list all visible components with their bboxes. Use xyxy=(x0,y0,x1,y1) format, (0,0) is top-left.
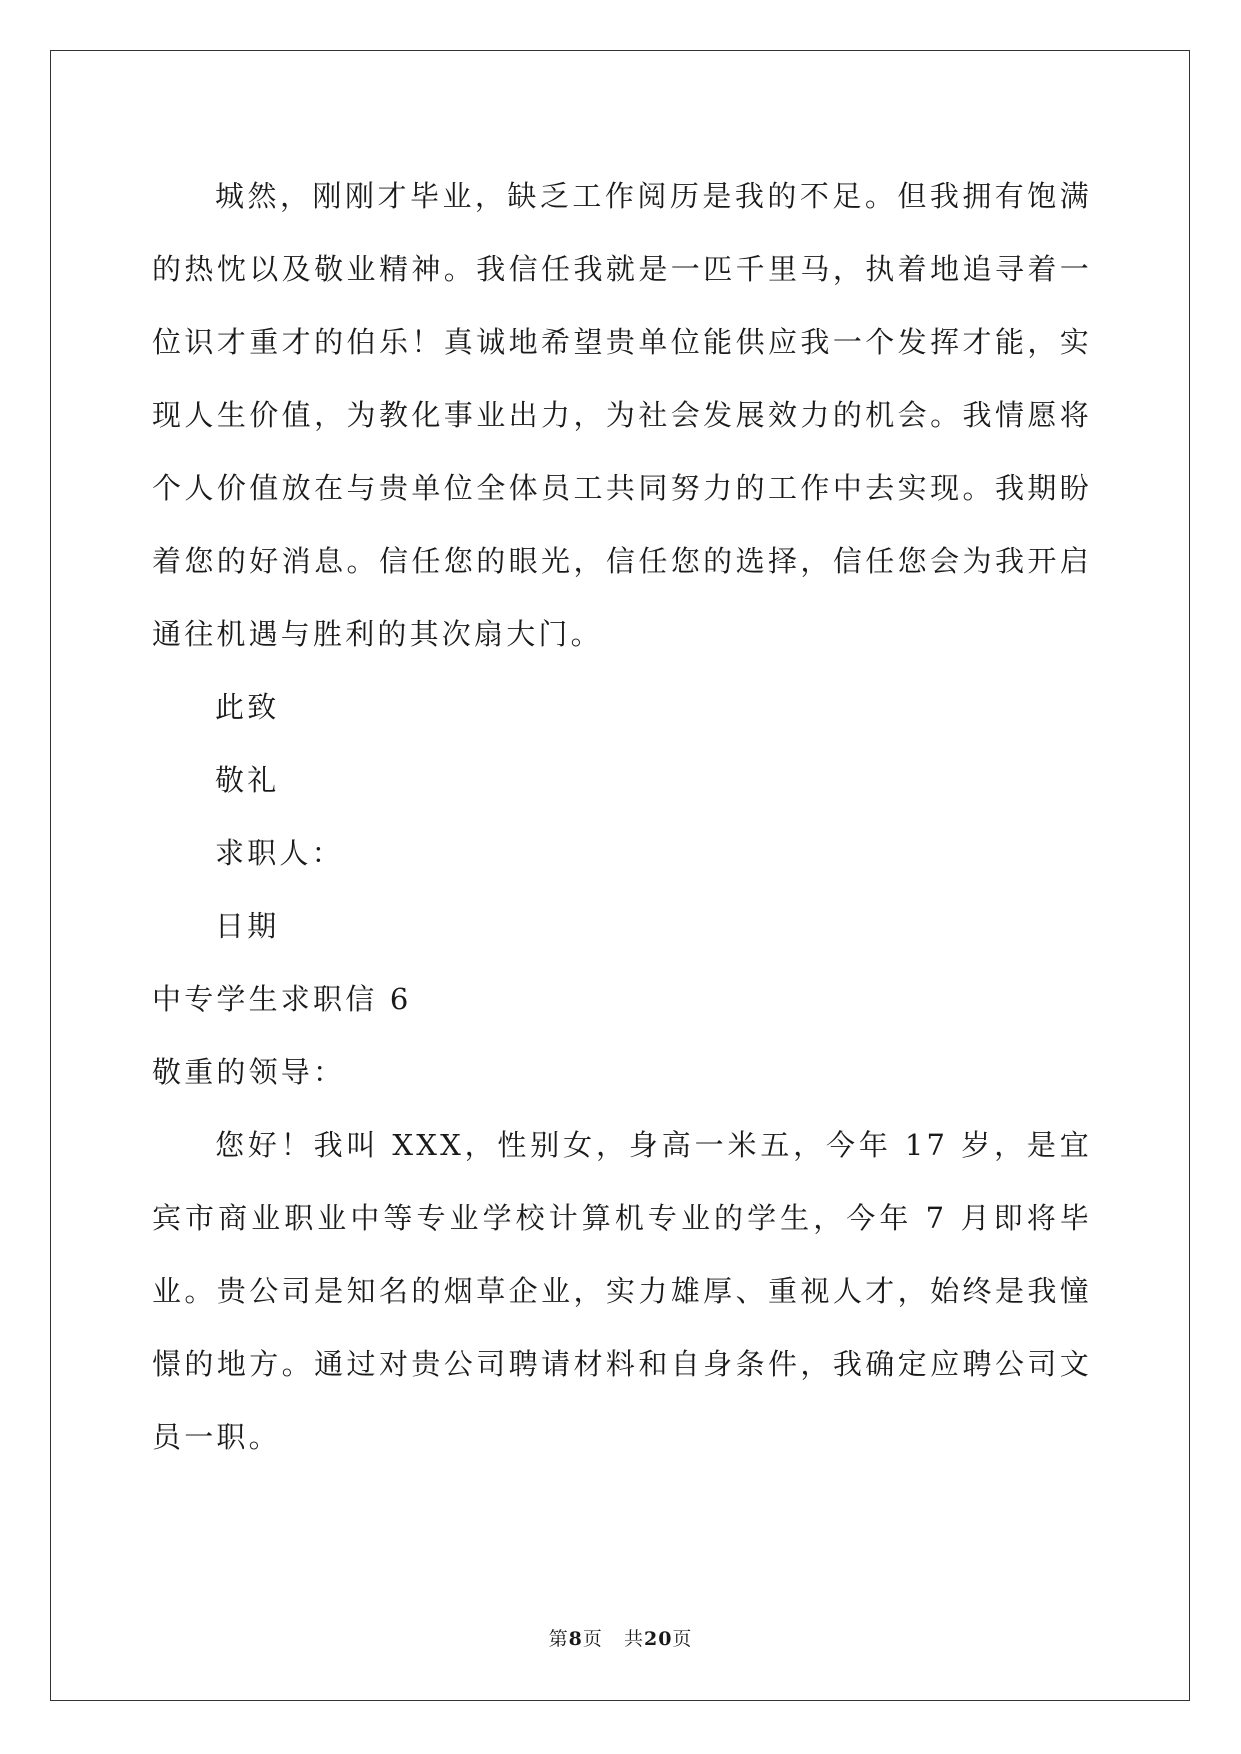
footer-total-suffix: 页 xyxy=(672,1628,693,1650)
applicant-label: 求职人： xyxy=(215,836,344,870)
footer-page-number: 8 xyxy=(568,1628,583,1650)
body-paragraph: 城然，刚刚才毕业，缺乏工作阅历是我的不足。但我拥有饱满的热忱以及敬业精神。我信任我就是一匹千里马，执着地追寻着一位识才重才的伯乐！真诚地希望贵单位能供应我一个发挥才能，实现人生价值，为教化事业出力，为社会发展效力的机会。我情愿将个人价值放在与贵单位全体员工共同努力的工作中去实现。我期盼着您的好消息。信任您的眼光，信任您的选择，信任您会为我开启通往机遇与胜利的其次扇大门。 xyxy=(152,179,1092,651)
footer-page-suffix: 页 xyxy=(582,1628,603,1650)
date-label: 日期 xyxy=(215,909,280,943)
document-body xyxy=(152,160,1092,1474)
footer-total-prefix: 共 xyxy=(623,1628,644,1650)
page-footer xyxy=(0,1624,1241,1651)
salutation-respect: 敬礼 xyxy=(215,763,280,797)
greeting: 敬重的领导： xyxy=(152,1055,346,1089)
footer-total-pages: 20 xyxy=(643,1628,673,1650)
body-paragraph: 您好！我叫 XXX，性别女，身高一米五，今年 17 岁，是宜宾市商业职业中等专业学校计算机专业的学生，今年 7 月即将毕业。贵公司是知名的烟草企业，实力雄厚、重视人才，始终是我憧憬的地方。通过对贵公司聘请材料和自身条件，我确定应聘公司文员一职。 xyxy=(152,1128,1092,1454)
salutation-closing: 此致 xyxy=(215,690,280,724)
section-heading: 中专学生求职信 6 xyxy=(152,982,412,1016)
footer-prefix: 第 xyxy=(548,1628,569,1650)
